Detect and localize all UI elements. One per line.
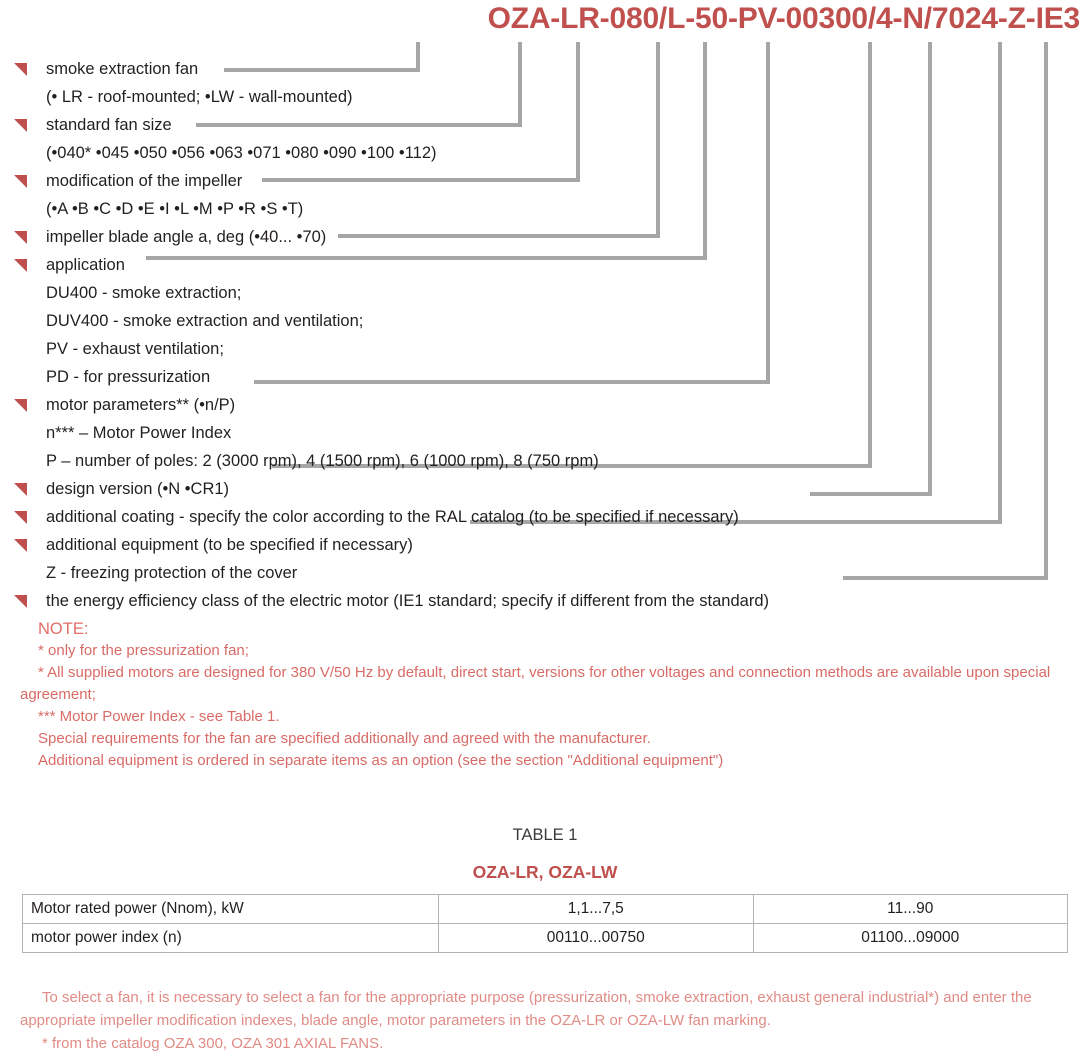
note-block (0, 618, 1090, 772)
annotation-subline (0, 447, 1090, 475)
table-cell-value: 11...90 (753, 895, 1068, 924)
bullet-triangle-icon (14, 595, 27, 608)
note-line: * All supplied motors are designed for 380 V/50 Hz by default, direct start, versions for other voltages and connection methods are available upon special agreement; (20, 664, 1051, 703)
note-heading: NOTE: (38, 620, 89, 638)
table-row (23, 924, 1068, 953)
annotation-sub-text: PV - exhaust ventilation; (46, 340, 224, 358)
annotation-row (0, 503, 1090, 531)
bullet-triangle-icon (14, 231, 27, 244)
annotation-row (0, 587, 1090, 615)
table-subtitle: OZA-LR, OZA-LW (472, 862, 618, 882)
annotation-row (0, 167, 1090, 195)
annotation-subline (0, 559, 1090, 587)
annotation-label: the energy efficiency class of the electric motor (IE1 standard; specify if different from the standard) (46, 592, 769, 610)
note-line: Special requirements for the fan are specified additionally and agreed with the manufacturer. (38, 730, 651, 747)
table-cell-value: 01100...09000 (753, 924, 1068, 953)
annotation-row (0, 111, 1090, 139)
annotation-subline (0, 279, 1090, 307)
table-cell-value: 00110...00750 (439, 924, 754, 953)
annotation-label: impeller blade angle a, deg (•40... •70) (46, 228, 327, 246)
annotation-row (0, 531, 1090, 559)
annotation-sub-text: (•040* •045 •050 •056 •063 •071 •080 •090 •100 •112) (46, 144, 437, 162)
bullet-triangle-icon (14, 539, 27, 552)
annotation-sub-text: DUV400 - smoke extraction and ventilation; (46, 312, 364, 330)
bullet-triangle-icon (14, 119, 27, 132)
motor-power-index-table (22, 894, 1068, 953)
table-cell-value: 1,1...7,5 (439, 895, 754, 924)
annotation-label: modification of the impeller (46, 172, 243, 190)
annotation-row (0, 475, 1090, 503)
annotation-subline (0, 419, 1090, 447)
table-caption: TABLE 1 (512, 826, 578, 844)
annotation-sub-text: P – number of poles: 2 (3000 rpm), 4 (1500 rpm), 6 (1000 rpm), 8 (750 rpm) (46, 452, 599, 470)
annotation-sub-text: PD - for pressurization (46, 368, 211, 386)
annotation-subline (0, 195, 1090, 223)
annotation-label: standard fan size (46, 116, 172, 134)
bullet-triangle-icon (14, 63, 27, 76)
annotation-subline (0, 139, 1090, 167)
bullet-triangle-icon (14, 511, 27, 524)
annotation-label: design version (•N •CR1) (46, 480, 230, 498)
bullet-triangle-icon (14, 259, 27, 272)
annotation-sub-text: Z - freezing protection of the cover (46, 564, 298, 582)
annotation-row (0, 251, 1090, 279)
table-row (23, 895, 1068, 924)
table-cell-label: Motor rated power (Nnom), kW (23, 895, 439, 924)
annotation-sub-text: DU400 - smoke extraction; (46, 284, 242, 302)
footer-note: * from the catalog OZA 300, OZA 301 AXIAL FANS. (42, 1035, 384, 1052)
annotation-sub-text: (•A •B •C •D •E •I •L •M •P •R •S •T) (46, 200, 304, 218)
annotation-label: additional coating - specify the color according to the RAL catalog (to be specified if necessary) (46, 508, 739, 526)
footer-block (0, 986, 1090, 1055)
annotation-row (0, 391, 1090, 419)
table-cell-label: motor power index (n) (23, 924, 439, 953)
annotation-sub-text: (• LR - roof-mounted; •LW - wall-mounted) (46, 88, 353, 106)
annotation-subline (0, 335, 1090, 363)
note-line: *** Motor Power Index - see Table 1. (38, 708, 280, 725)
annotation-list (0, 55, 1090, 615)
bullet-triangle-icon (14, 483, 27, 496)
annotation-subline (0, 363, 1090, 391)
annotation-subline (0, 307, 1090, 335)
note-line: Additional equipment is ordered in separate items as an option (see the section "Additional equipment") (38, 752, 724, 769)
bullet-triangle-icon (14, 175, 27, 188)
annotation-label: motor parameters** (•n/P) (46, 396, 236, 414)
annotation-sub-text: n*** – Motor Power Index (46, 424, 232, 442)
bullet-triangle-icon (14, 399, 27, 412)
annotation-subline (0, 83, 1090, 111)
product-marking-title: OZA-LR-080/L-50-PV-00300/4-N/7024-Z-IE3 (487, 2, 1080, 35)
footer-paragraph: To select a fan, it is necessary to select a fan for the appropriate purpose (pressurization, smoke extraction, exhaust general industrial*) and enter the appropriate impeller modification indexes, blade angle, motor parameters in the OZA-LR or OZA-LW fan marking. (20, 989, 1032, 1029)
note-line: * only for the pressurization fan; (38, 642, 249, 659)
annotation-label: smoke extraction fan (46, 60, 199, 78)
annotation-row (0, 223, 1090, 251)
annotation-row (0, 55, 1090, 83)
annotation-label: additional equipment (to be specified if necessary) (46, 536, 413, 554)
annotation-label: application (46, 256, 125, 274)
